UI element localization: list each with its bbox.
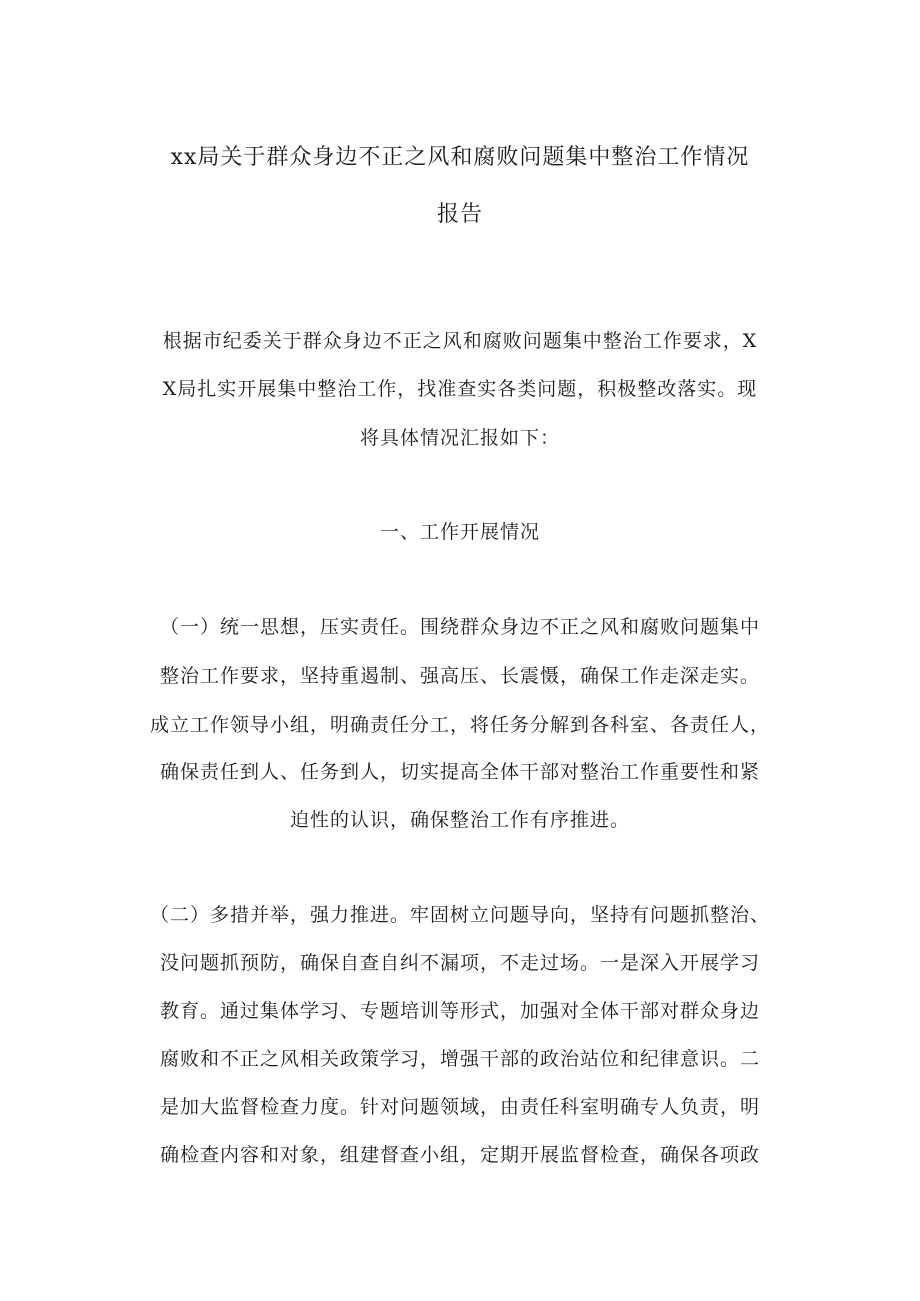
paragraph-line: 教育。通过集体学习、专题培训等形式，加强对全体干部对群众身边 <box>159 1000 760 1022</box>
paragraph-line: 是加大监督检查力度。针对问题领域，由责任科室明确专人负责，明 <box>159 1096 760 1118</box>
section-heading: 一、工作开展情况 <box>379 521 540 543</box>
intro-line: 根据市纪委关于群众身边不正之风和腐败问题集中整治工作要求，X <box>162 330 758 352</box>
paragraph-line: （一）统一思想，压实责任。围绕群众身边不正之风和腐败问题集中 <box>159 616 760 638</box>
paragraph-line: 整治工作要求，坚持重遏制、强高压、长震慑，确保工作走深走实。 <box>159 665 760 687</box>
paragraph-line: 确检查内容和对象，组建督查小组，定期开展监督检查，确保各项政 <box>159 1144 760 1166</box>
paragraph-line: 没问题抓预防，确保自查自纠不漏项，不走过场。一是深入开展学习 <box>159 952 760 974</box>
paragraph-line: 成立工作领导小组，明确责任分工，将任务分解到各科室、各责任人， <box>149 714 770 736</box>
paragraph-line: 确保责任到人、任务到人，切实提高全体干部对整治工作重要性和紧 <box>159 761 760 783</box>
paragraph-line: 腐败和不正之风相关政策学习，增强干部的政治站位和纪律意识。二 <box>159 1048 760 1070</box>
intro-line: X局扎实开展集中整治工作，找准查实各类问题，积极整改落实。现 <box>162 378 758 400</box>
document-title-line-2: 报告 <box>436 202 483 227</box>
intro-line: 将具体情况汇报如下： <box>359 427 560 449</box>
paragraph-line: （二）多措并举，强力推进。牢固树立问题导向，坚持有问题抓整治、 <box>149 904 770 926</box>
paragraph-line: 迫性的认识，确保整治工作有序推进。 <box>289 809 630 831</box>
document-title-line-1: xx局关于群众身边不正之风和腐败问题集中整治工作情况 <box>170 145 750 170</box>
